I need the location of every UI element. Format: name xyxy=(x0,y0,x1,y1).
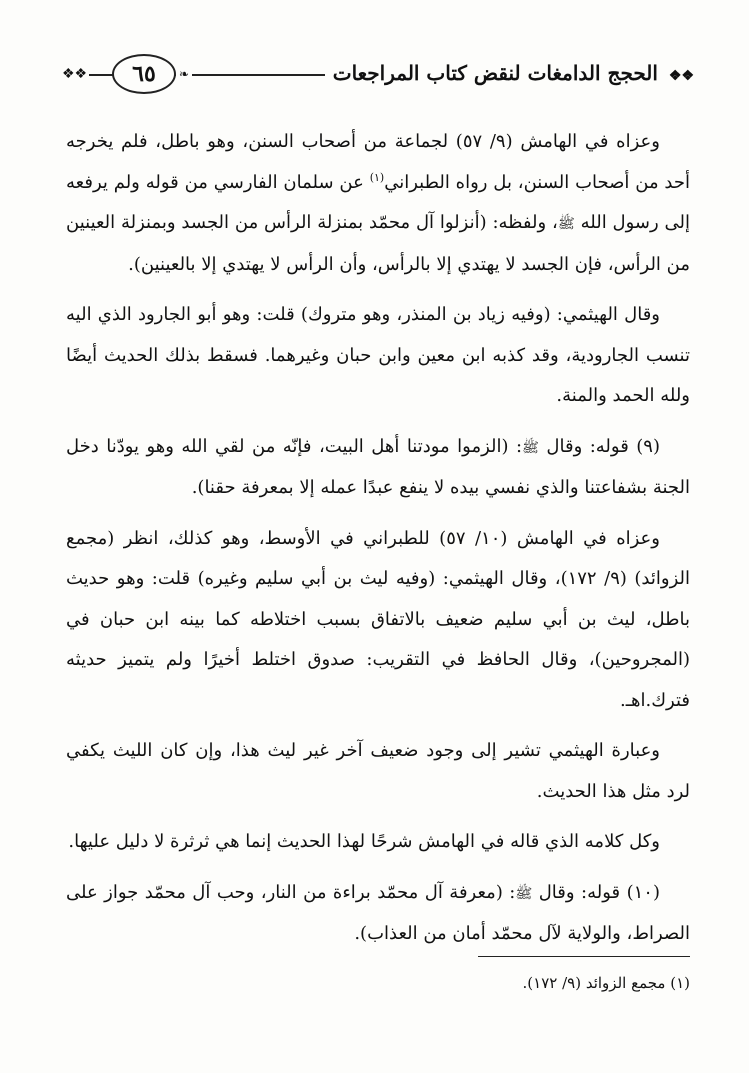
main-text xyxy=(66,122,690,965)
text-run: (١٠) قوله: وقال xyxy=(532,881,660,903)
salawat-glyph: ﷺ xyxy=(522,439,539,456)
paragraph: وكل كلامه الذي قاله في الهامش شرحًا لهذا الحديث إنما هي ثرثرة لا دليل عليها. xyxy=(68,831,660,852)
text-run: عن سلمان الفارسي من قوله ولم يرفعه إلى رسول الله xyxy=(66,171,691,233)
footnote: (١) مجمع الزوائد (٩/ ١٧٢). xyxy=(522,974,690,992)
paragraph xyxy=(66,122,690,285)
footnote-separator xyxy=(478,956,690,957)
running-header xyxy=(62,52,694,96)
text-run: (٩) قوله: وقال xyxy=(538,435,660,457)
text-run: : (الزموا مودتنا أهل البيت، فإنّه من لقي الله وهو يودّنا دخل الجنة بشفاعتنا والذي نفسي بيده لا ينفع عبدًا عمله إلا بمعرفة حقنا). xyxy=(66,435,690,498)
salawat-glyph: ﷺ xyxy=(557,216,575,232)
footnote-ref: (١) xyxy=(369,170,385,184)
salawat-glyph: ﷺ xyxy=(515,885,533,902)
paragraph xyxy=(66,873,690,955)
text-run: ، ولفظه: (أنزلوا آل محمّد بمنزلة الرأس من الجسد وبمنزلة العينين من الرأس، فإن الجسد لا يهتدي إلا بالرأس، وأن الرأس لا يهتدي إلا بالعينين). xyxy=(66,212,690,275)
flourish-icon: ❧ xyxy=(176,64,192,84)
page-number: ٦٥ xyxy=(112,54,176,94)
header-title-wrap xyxy=(325,58,694,91)
ornament-icon: ❖❖ xyxy=(62,66,88,82)
text-run: وعزاه في الهامش (٩/ ٥٧) لجماعة من أصحاب السنن، وهو باطل، فلم يخرجه أحد من أصحاب السنن، بل رواه الطبراني xyxy=(66,131,691,193)
paragraph: وعزاه في الهامش (١٠/ ٥٧) للطبراني في الأوسط، وهو كذلك، انظر (مجمع الزوائد) (٩/ ١٧٢)، وقال الهيثمي: (وفيه ليث بن أبي سليم وغيره) قلت: وهو حديث باطل، ليث بن أبي سليم ضعيف بالاتفاق بسبب اختلاطه كما بينه ابن حبان في (المجروحين)، وقال الحافظ في التقريب: صدوق اختلط أخيرًا ولم يتميز حديثه فترك.اهـ. xyxy=(66,527,690,711)
text-run: : (معرفة آل محمّد براءة من النار، وحب آل محمّد جواز على الصراط، والولاية لآل محمّد أمان من العذاب). xyxy=(66,881,690,944)
book-title: الحجج الدامغات لنقض كتاب المراجعات xyxy=(332,61,658,85)
paragraph xyxy=(66,427,690,509)
paragraph: وعبارة الهيثمي تشير إلى وجود ضعيف آخر غير ليث هذا، وإن كان الليث يكفي لرد مثل هذا الحديث. xyxy=(66,740,690,802)
ornament-icon: ❖❖ xyxy=(668,68,694,84)
paragraph: وقال الهيثمي: (وفيه زياد بن المنذر، وهو متروك) قلت: وهو أبو الجارود الذي اليه تنسب الجارودية، وقد كذبه ابن معين وابن حبان وغيرهما. فسقط بذلك الحديث أيضًا ولله الحمد والمنة. xyxy=(66,304,690,406)
